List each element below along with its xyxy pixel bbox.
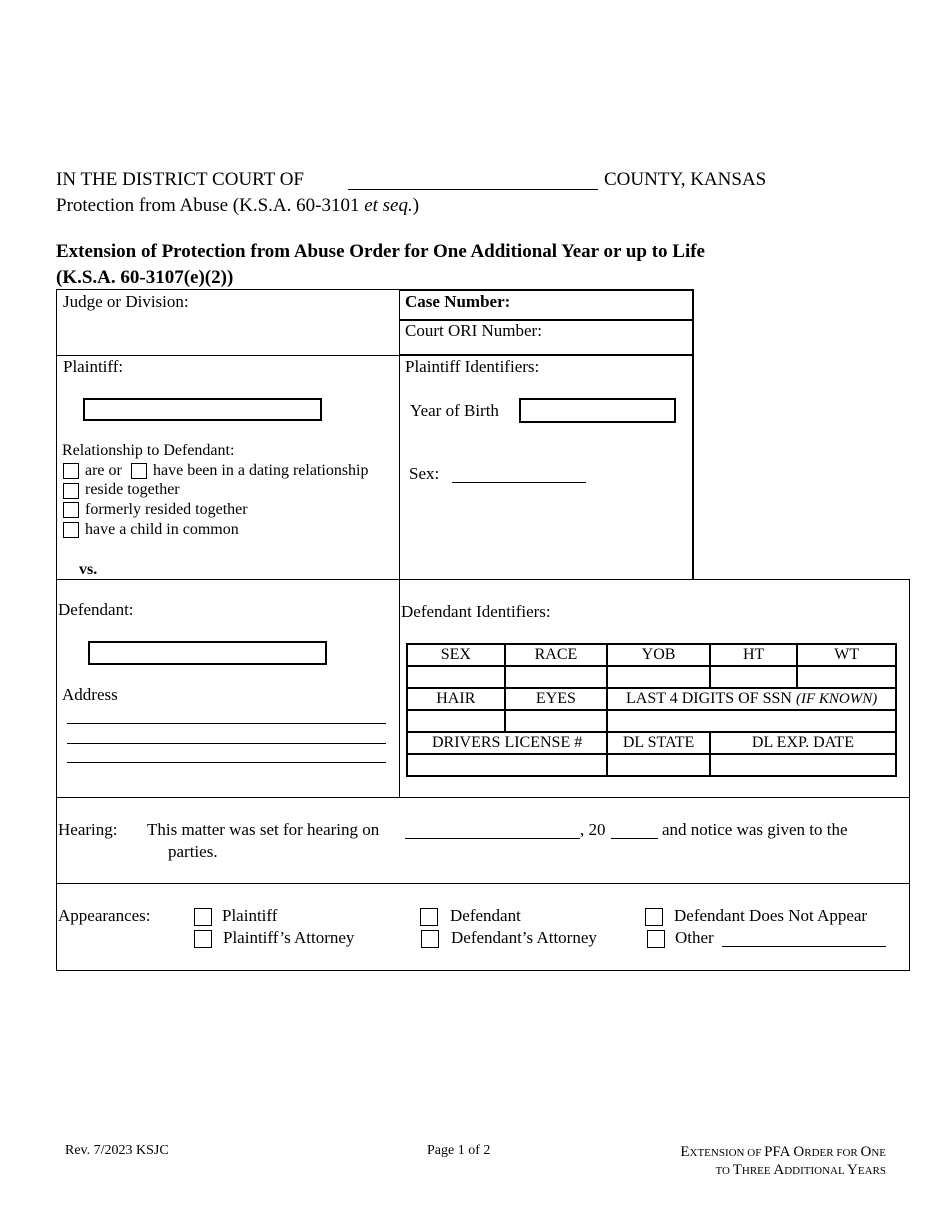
ident-wt-header: WT <box>797 644 896 666</box>
ident-ssn-text: LAST 4 DIGITS OF SSN <box>626 690 796 707</box>
grid-left-border <box>56 289 57 971</box>
vs-label: vs. <box>79 561 98 578</box>
ident-ssn-cell[interactable] <box>607 710 896 732</box>
ident-dl-state-header: DL STATE <box>607 732 710 754</box>
ident-eyes-header: EYES <box>505 688 608 710</box>
year-of-birth-input[interactable] <box>519 398 676 423</box>
hearing-year-blank[interactable] <box>611 838 658 839</box>
grid-plaintiff-bottom <box>56 579 910 580</box>
address-line-1[interactable] <box>67 723 386 724</box>
plaintiff-name-input[interactable] <box>83 398 322 421</box>
plaintiff-identifiers-label: Plaintiff Identifiers: <box>405 357 540 376</box>
hearing-text-3: and notice was given to the <box>662 820 848 839</box>
appear-defendant: Defendant <box>450 906 521 925</box>
ft2a: TO <box>715 1165 733 1177</box>
sex-label: Sex: <box>409 464 440 483</box>
ident-ssn-italic: (IF KNOWN) <box>795 691 878 707</box>
defendant-name-input[interactable] <box>88 641 327 665</box>
rel-formerly: formerly resided together <box>85 501 248 518</box>
title-line2: (K.S.A. 60-3107(e)(2)) <box>56 267 234 288</box>
appear-defendant-checkbox[interactable] <box>420 908 438 926</box>
appear-other-blank[interactable] <box>722 946 886 947</box>
court-suffix: COUNTY, KANSAS <box>604 169 767 190</box>
rel-reside: reside together <box>85 481 180 498</box>
rel-formerly-checkbox[interactable] <box>63 502 79 518</box>
ident-race-header: RACE <box>505 644 608 666</box>
ft1e: O <box>860 1144 872 1160</box>
appear-plaintiff-attorney-checkbox[interactable] <box>194 930 212 948</box>
appear-not-appear: Defendant Does Not Appear <box>674 906 868 925</box>
appear-defendant-attorney: Defendant’s Attorney <box>451 928 597 947</box>
ft1d: RDER FOR <box>804 1147 861 1159</box>
appear-plaintiff: Plaintiff <box>222 906 278 925</box>
ident-yob-cell[interactable] <box>607 666 710 688</box>
ident-dl-exp-header: DL EXP. DATE <box>710 732 896 754</box>
ident-header-row-1 <box>407 644 896 666</box>
ident-hair-cell[interactable] <box>407 710 505 732</box>
title-line1: Extension of Protection from Abuse Order for One Additional Year or up to Life <box>56 241 705 262</box>
ft1c: PFA O <box>764 1144 805 1160</box>
ft2d: A <box>773 1162 785 1178</box>
appear-defendant-attorney-checkbox[interactable] <box>421 930 439 948</box>
ident-dl-state-cell[interactable] <box>607 754 710 776</box>
rel-dating-checkbox[interactable] <box>131 463 147 479</box>
ident-dl-header: DRIVERS LICENSE # <box>407 732 607 754</box>
ident-yob-header: YOB <box>607 644 710 666</box>
ident-header-row-3 <box>407 732 896 754</box>
grid-case-right <box>692 289 694 580</box>
ident-dl-exp-cell[interactable] <box>710 754 896 776</box>
hearing-date-blank[interactable] <box>405 838 580 839</box>
footer-rev: Rev. 7/2023 KSJC <box>65 1143 169 1158</box>
defendant-label: Defendant: <box>58 600 134 619</box>
appear-other: Other <box>675 928 714 947</box>
judge-label: Judge or Division: <box>63 292 189 311</box>
hearing-text-1: This matter was set for hearing on <box>147 820 380 839</box>
ft2f: Y <box>847 1162 858 1178</box>
statute-italic: et seq. <box>364 195 413 216</box>
court-prefix: IN THE DISTRICT COURT OF <box>56 169 304 190</box>
rel-dating: have been in a dating relationship <box>153 462 369 479</box>
ident-ht-header: HT <box>710 644 798 666</box>
defendant-identifiers-label: Defendant Identifiers: <box>401 602 551 621</box>
defendant-identifiers-table <box>406 643 897 777</box>
year-of-birth-label: Year of Birth <box>410 401 499 420</box>
address-line-2[interactable] <box>67 743 386 744</box>
appearances-label: Appearances: <box>58 906 151 925</box>
ft1f: NE <box>871 1147 886 1159</box>
statute-line <box>56 195 419 217</box>
ft2g: EARS <box>857 1165 886 1177</box>
ft1a: E <box>680 1144 690 1160</box>
grid-case-top <box>399 289 693 291</box>
rel-reside-checkbox[interactable] <box>63 483 79 499</box>
rel-child: have a child in common <box>85 521 239 538</box>
appear-plaintiff-checkbox[interactable] <box>194 908 212 926</box>
address-label: Address <box>62 685 118 704</box>
grid-mid-divider <box>399 289 400 798</box>
rel-child-checkbox[interactable] <box>63 522 79 538</box>
ident-hair-header: HAIR <box>407 688 505 710</box>
footer-title-line2 <box>659 1161 886 1179</box>
ident-header-row-2 <box>407 688 896 710</box>
ident-value-row-2 <box>407 710 896 732</box>
court-ori-label: Court ORI Number: <box>405 321 542 340</box>
ident-sex-header: SEX <box>407 644 505 666</box>
ident-dl-cell[interactable] <box>407 754 607 776</box>
ft2b: T <box>732 1162 742 1178</box>
rel-are-or: are or <box>85 462 122 479</box>
appear-plaintiff-attorney: Plaintiff’s Attorney <box>223 928 355 947</box>
grid-defendant-bottom <box>56 797 910 798</box>
hearing-text-2: , 20 <box>580 820 606 839</box>
statute-suffix: ) <box>412 195 420 216</box>
ident-sex-cell[interactable] <box>407 666 505 688</box>
ft2c: HREE <box>741 1165 774 1177</box>
grid-right-border <box>909 579 910 971</box>
grid-hearing-bottom <box>56 883 910 884</box>
plaintiff-label: Plaintiff: <box>63 357 124 376</box>
grid-case-bottom <box>399 354 693 356</box>
ident-race-cell[interactable] <box>505 666 608 688</box>
grid-judge-bottom <box>56 355 399 356</box>
address-line-3[interactable] <box>67 762 386 763</box>
rel-are-checkbox[interactable] <box>63 463 79 479</box>
case-number-label: Case Number: <box>405 292 511 311</box>
hearing-text-4: parties. <box>168 842 218 861</box>
ft1b: XTENSION OF <box>689 1147 765 1159</box>
grid-bottom <box>56 970 910 971</box>
relationship-label: Relationship to Defendant: <box>62 442 235 459</box>
ident-value-row-1 <box>407 666 896 688</box>
hearing-label: Hearing: <box>58 820 118 839</box>
ident-wt-cell[interactable] <box>797 666 896 688</box>
ident-eyes-cell[interactable] <box>505 710 608 732</box>
appear-other-checkbox[interactable] <box>647 930 665 948</box>
sex-blank[interactable] <box>452 482 586 483</box>
ident-ssn-header <box>607 688 896 710</box>
appear-not-appear-checkbox[interactable] <box>645 908 663 926</box>
footer-page: Page 1 of 2 <box>427 1143 491 1158</box>
footer-title-line1 <box>659 1143 886 1161</box>
county-blank[interactable] <box>348 189 598 190</box>
grid-top-left <box>56 289 399 290</box>
statute-prefix: Protection from Abuse (K.S.A. 60-3101 <box>56 195 365 216</box>
ft2e: DDITIONAL <box>784 1165 848 1177</box>
ident-ht-cell[interactable] <box>710 666 798 688</box>
ident-value-row-3 <box>407 754 896 776</box>
